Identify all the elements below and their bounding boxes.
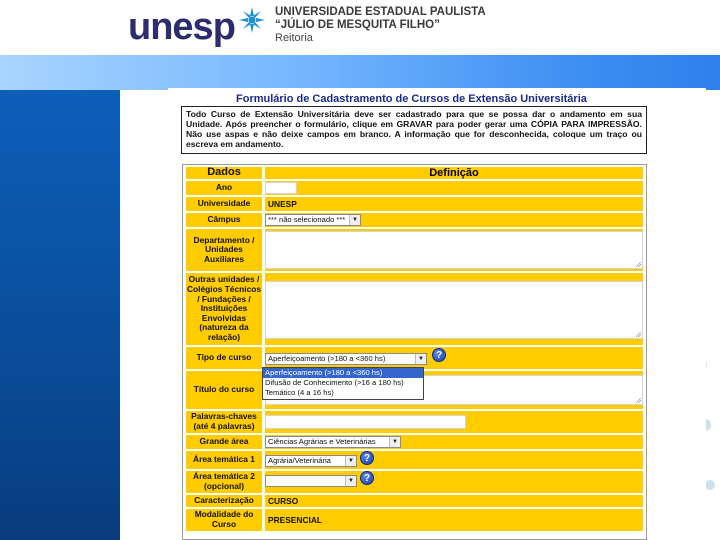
cell-modalidade	[265, 509, 643, 531]
label-area-tematica-1: Área temática 1	[186, 451, 262, 469]
label-modalidade: Modalidade do Curso	[186, 509, 262, 531]
row-universidade	[186, 197, 643, 211]
cell-ano	[265, 181, 643, 195]
area-tematica-1-selected: Agrária/Veterinária	[268, 456, 331, 465]
cell-outras-unidades	[265, 273, 643, 345]
row-area-tematica-2	[186, 471, 643, 493]
cell-tipo-curso	[265, 347, 643, 369]
campus-selected: *** não selecionado ***	[268, 215, 346, 224]
help-icon[interactable]: ?	[432, 348, 446, 362]
cell-caracterizacao	[265, 495, 643, 507]
tipo-curso-selected: Aperfeiçoamento (>180 a <360 hs)	[268, 354, 386, 363]
outras-unidades-textarea[interactable]	[265, 281, 643, 339]
tipo-curso-option[interactable]: Temático (4 a 16 hs)	[265, 388, 334, 397]
blue-banner	[0, 55, 720, 90]
chevron-down-icon: ▼	[345, 476, 356, 486]
row-outras-unidades	[186, 273, 643, 345]
modalidade-value: PRESENCIAL	[268, 515, 322, 525]
ano-input[interactable]	[265, 182, 297, 194]
departamento-textarea[interactable]	[265, 231, 643, 269]
tipo-curso-option[interactable]: Aperfeiçoamento (>180 a <360 hs)	[263, 368, 423, 378]
row-grande-area	[186, 435, 643, 449]
page-header	[0, 0, 720, 55]
label-departamento: Departamento / Unidades Auxiliares	[186, 229, 262, 271]
row-modalidade	[186, 509, 643, 531]
institution-line-3: Reitoria	[275, 32, 313, 44]
chevron-down-icon: ▼	[415, 354, 426, 364]
tipo-curso-option[interactable]: Difusão de Conhecimento (>16 a 180 hs)	[265, 378, 404, 387]
campus-select[interactable]	[265, 214, 361, 226]
label-area-tematica-2: Área temática 2 (opcional)	[186, 471, 262, 493]
grande-area-select[interactable]	[265, 436, 401, 448]
instructions-notice: Todo Curso de Extensão Universitária deve ser cadastrado para que se possa dar o andamento em sua Unidade. Após preencher o formulário, clique em GRAVAR para poder gerar uma CÓPIA PARA IMPRESSÃO. Não use aspas e não deixe campos em branco. A informação que for desconhecida, coloque um traço ou escreva em andamento.	[181, 106, 647, 154]
label-titulo: Título do curso	[186, 371, 262, 409]
cell-area-tematica-1	[265, 451, 643, 469]
label-campus: Câmpus	[186, 213, 262, 227]
area-tematica-2-select[interactable]	[265, 475, 357, 487]
tipo-curso-dropdown-list	[262, 367, 424, 400]
left-blue-sidebar	[0, 90, 120, 540]
label-outras-unidades: Outras unidades / Colégios Técnicos / Fundações / Instituições Envolvidas (natureza da relação)	[186, 273, 262, 345]
row-ano	[186, 181, 643, 195]
help-icon[interactable]: ?	[360, 471, 374, 485]
row-palavras-chaves	[186, 411, 643, 433]
sun-logo-icon	[237, 5, 267, 35]
form-table	[182, 164, 647, 540]
chevron-down-icon: ▼	[349, 215, 360, 225]
label-palavras-chaves: Palavras-chaves (até 4 palavras)	[186, 411, 262, 433]
caracterizacao-value: CURSO	[268, 496, 299, 506]
institution-line-2: “JÚLIO DE MESQUITA FILHO”	[275, 19, 440, 31]
institution-name	[275, 6, 486, 45]
form-title: Formulário de Cadastramento de Cursos de Extensão Universitária	[236, 93, 587, 105]
form-area	[168, 88, 706, 540]
resize-handle-icon[interactable]	[636, 398, 641, 403]
row-departamento	[186, 229, 643, 271]
table-header-row	[186, 167, 643, 179]
logo-text: unesp	[128, 6, 235, 48]
help-icon[interactable]: ?	[360, 451, 374, 465]
row-caracterizacao	[186, 495, 643, 507]
palavras-chaves-input[interactable]	[265, 415, 466, 429]
universidade-value: UNESP	[268, 199, 297, 209]
cell-area-tematica-2	[265, 471, 643, 493]
label-universidade: Universidade	[186, 197, 262, 211]
tipo-curso-select[interactable]	[265, 353, 427, 365]
header-definicao: Definição	[265, 167, 643, 179]
label-tipo-curso: Tipo de curso	[186, 347, 262, 369]
cell-universidade	[265, 197, 643, 211]
row-tipo-curso	[186, 347, 643, 369]
label-grande-area: Grande área	[186, 435, 262, 449]
cell-palavras-chaves	[265, 411, 643, 433]
cell-grande-area	[265, 435, 643, 449]
unesp-logo	[128, 2, 267, 52]
area-tematica-1-select[interactable]	[265, 455, 357, 467]
label-ano: Ano	[186, 181, 262, 195]
label-caracterizacao: Caracterização	[186, 495, 262, 507]
chevron-down-icon: ▼	[345, 456, 356, 466]
chevron-down-icon: ▼	[389, 437, 400, 447]
resize-handle-icon[interactable]	[636, 262, 641, 267]
row-campus	[186, 213, 643, 227]
institution-line-1: UNIVERSIDADE ESTADUAL PAULISTA	[275, 6, 486, 18]
cell-departamento	[265, 229, 643, 271]
grande-area-selected: Ciências Agrárias e Veterinárias	[268, 437, 376, 446]
resize-handle-icon[interactable]	[636, 332, 641, 337]
row-area-tematica-1	[186, 451, 643, 469]
cell-campus	[265, 213, 643, 227]
header-dados: Dados	[186, 167, 262, 179]
